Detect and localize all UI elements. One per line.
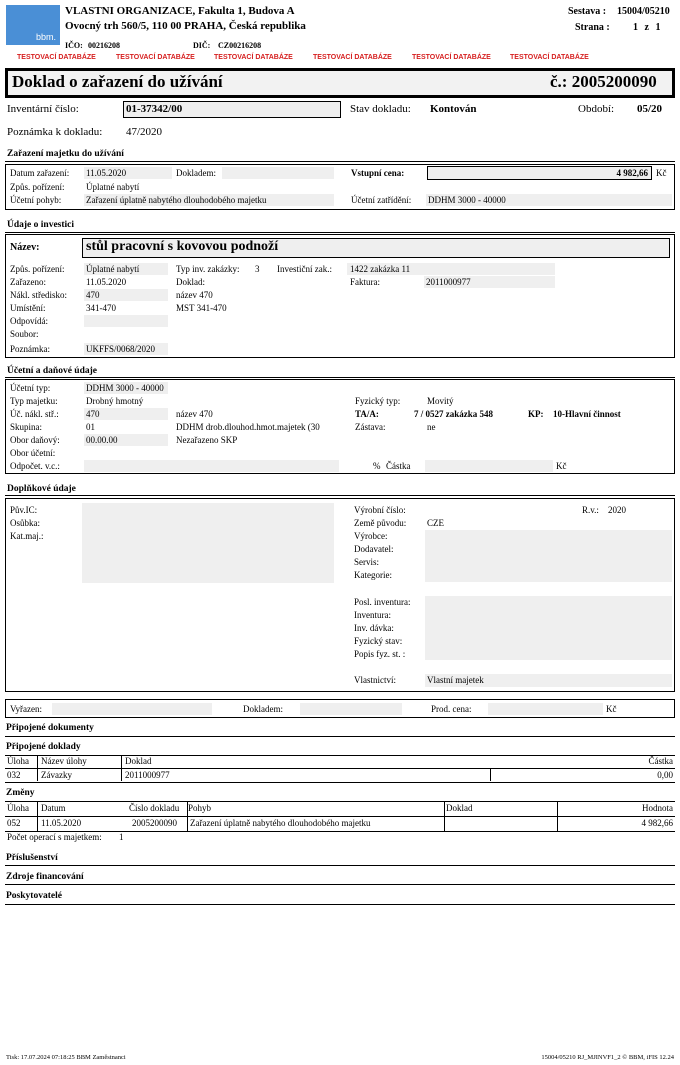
- stredisko-name: název 470: [176, 290, 213, 300]
- divider: [5, 768, 675, 769]
- osobka-label: Osůbka:: [10, 518, 40, 528]
- typ-maj-label: Typ majetku:: [10, 396, 58, 406]
- section-zarazeni-title: Zařazení majetku do užívání: [7, 149, 124, 159]
- invzak-label: Investiční zak.:: [277, 264, 332, 274]
- col-header-nazev: Název úlohy: [41, 756, 87, 766]
- obor-dan-label: Obor daňový:: [10, 435, 60, 445]
- document-number: č.: 2005200090: [550, 72, 657, 91]
- kategorie-label: Kategorie:: [354, 570, 392, 580]
- table-row: [5, 770, 675, 782]
- inv-doklad-label: Doklad:: [176, 277, 205, 287]
- divider: [5, 736, 675, 737]
- invzak-value: 1422 zakázka 11: [350, 264, 411, 274]
- inv-label: Inventární číslo:: [7, 103, 79, 115]
- col-header-doklad: Doklad: [446, 803, 473, 813]
- zmeny-header-row: [5, 803, 675, 815]
- nazev-label: Název:: [10, 242, 40, 253]
- zarazeno-label: Zařazeno:: [10, 277, 46, 287]
- fyz-typ-value: Movitý: [427, 396, 454, 406]
- inv-zpus-value: Úplatné nabytí: [86, 264, 140, 274]
- col-header-datum: Datum: [41, 803, 66, 813]
- stredisko-label: Nákl. středisko:: [10, 290, 67, 300]
- cell-uloha: 052: [7, 818, 21, 828]
- strana-value: 1 z 1: [633, 22, 661, 33]
- divider: [5, 377, 675, 378]
- divider: [5, 816, 675, 817]
- zastava-value: ne: [427, 422, 436, 432]
- divider: [5, 801, 675, 802]
- vyrobce-bg: [425, 530, 672, 582]
- skupina-label: Skupina:: [10, 422, 43, 432]
- rv-value: 2020: [608, 505, 626, 515]
- vstupni-value: 4 982,66: [616, 168, 648, 178]
- dodavatel-label: Dodavatel:: [354, 544, 394, 554]
- cell-cislo: 2005200090: [132, 818, 177, 828]
- pohyb-value: Zařazení úplatně nabytého dlouhodobého majetku: [86, 195, 267, 205]
- cell-datum: 11.05.2020: [41, 818, 82, 828]
- ico-value: 00216208: [88, 41, 120, 50]
- section-ucetni-title: Účetní a daňové údaje: [7, 366, 97, 376]
- odpovida-bg: [84, 315, 168, 327]
- org-address: Ovocný trh 560/5, 110 00 PRAHA, Česká republika: [65, 20, 306, 32]
- section-doplnkove-title: Doplňkové údaje: [7, 484, 76, 494]
- cell-uloha: 032: [7, 770, 21, 780]
- castka-label: Částka: [386, 461, 411, 471]
- dokladem-bg: [222, 167, 334, 179]
- zatrideni-value: DDHM 3000 - 40000: [428, 195, 506, 205]
- col-header-castka: Částka: [648, 756, 673, 766]
- obdobi-value: 05/20: [637, 103, 663, 115]
- datum-value: 11.05.2020: [86, 168, 127, 178]
- procent-label: %: [373, 461, 381, 471]
- datum-label: Datum zařazení:: [10, 168, 70, 178]
- castka-bg: [425, 460, 553, 472]
- inv-poznamka-label: Poznámka:: [10, 344, 50, 354]
- skupina-name: DDHM drob.dlouhod.hmot.majetek (30: [176, 422, 320, 432]
- typ-zak-value: 3: [255, 264, 260, 274]
- inv-poznamka-value: UKFFS/0068/2020: [86, 344, 156, 354]
- dic-value: CZ00216208: [218, 41, 262, 50]
- ico-label: IČO:: [65, 41, 83, 50]
- poznamka-bg: [124, 124, 674, 140]
- vyrazen-label: Vyřazen:: [10, 704, 42, 714]
- zastava-label: Zástava:: [355, 422, 386, 432]
- col-header-hodnota: Hodnota: [642, 803, 673, 813]
- zeme-value: CZE: [427, 518, 444, 528]
- section-zmeny-title: Změny: [6, 788, 35, 798]
- vlastnictvi-value: Vlastní majetek: [427, 675, 484, 685]
- inv-davka-label: Inv. dávka:: [354, 623, 394, 633]
- obdobi-label: Období:: [578, 103, 615, 115]
- ta-value: 7 / 0527 zakázka 548: [414, 409, 494, 419]
- uc-str-value: 470: [86, 409, 100, 419]
- faktura-label: Faktura:: [350, 277, 380, 287]
- skupina-value: 01: [86, 422, 95, 432]
- zpus-label: Způs. pořízení:: [10, 182, 65, 192]
- strana-label: Strana :: [575, 22, 610, 33]
- inv-value: 01-37342/00: [126, 103, 183, 115]
- cell-castka: 0,00: [657, 770, 673, 780]
- sestava-label: Sestava :: [568, 6, 607, 17]
- col-header-uloha: Úloha: [7, 756, 29, 766]
- divider: [5, 161, 675, 162]
- cell-nazev: Závazky: [41, 770, 72, 780]
- cell-doklad: 2011000977: [125, 770, 170, 780]
- zeme-label: Země původu:: [354, 518, 407, 528]
- uc-str-label: Úč. nákl. stř.:: [10, 409, 59, 419]
- umisteni-value: 341-470: [86, 303, 116, 313]
- doplnkove-left-bg: [82, 503, 334, 583]
- prod-cena-curr: Kč: [606, 704, 617, 714]
- castka-curr: Kč: [556, 461, 567, 471]
- test-db-watermark: TESTOVACÍ DATABÁZE: [116, 54, 195, 61]
- test-db-watermark: TESTOVACÍ DATABÁZE: [17, 54, 96, 61]
- section-investice-title: Údaje o investici: [7, 220, 75, 230]
- logo-text: bbm.: [35, 32, 56, 42]
- divider: [5, 782, 675, 783]
- section-prislusenstvi-title: Příslušenství: [6, 853, 58, 863]
- rv-label: R.v.:: [582, 505, 599, 515]
- odpocet-label: Odpočet. v.c.:: [10, 461, 60, 471]
- divider: [5, 884, 675, 885]
- ta-label: TA/A:: [355, 409, 379, 419]
- footer-report-info: 15004/05210 RJ_MJINVF1_2 © BBM, iFIS 12.24: [541, 1054, 674, 1061]
- obor-uc-label: Obor účetní:: [10, 448, 56, 458]
- section-dokumenty-title: Připojené dokumenty: [6, 723, 94, 733]
- divider: [5, 831, 675, 832]
- vyrobce-label: Výrobce:: [354, 531, 388, 541]
- servis-label: Servis:: [354, 557, 380, 567]
- nazev-value: stůl pracovní s kovovou podnoží: [86, 239, 279, 254]
- umisteni-label: Umístění:: [10, 303, 46, 313]
- divider: [5, 232, 675, 233]
- obor-dan-value: 00.00.00: [86, 435, 118, 445]
- odpocet-bg: [84, 460, 339, 472]
- operace-count-label: Počet operací s majetkem:: [7, 832, 102, 842]
- stredisko-value: 470: [86, 290, 100, 300]
- org-name: VLASTNI ORGANIZACE, Fakulta 1, Budova A: [65, 5, 295, 17]
- zatrideni-label: Účetní zatřídění:: [351, 195, 412, 205]
- puv-ic-label: Pův.IC:: [10, 505, 38, 515]
- col-header-doklad: Doklad: [125, 756, 152, 766]
- col-header-uloha: Úloha: [7, 803, 29, 813]
- katmaj-label: Kat.maj.:: [10, 531, 44, 541]
- vyr-dokladem-bg: [300, 703, 402, 715]
- doklady-header-row: [5, 756, 675, 768]
- odpovida-label: Odpovídá:: [10, 316, 48, 326]
- fyz-stav-label: Fyzický stav:: [354, 636, 403, 646]
- popis-label: Popis fyz. st. :: [354, 649, 406, 659]
- umisteni-name: MST 341-470: [176, 303, 227, 313]
- dic-label: DIČ:: [193, 41, 211, 50]
- prod-cena-label: Prod. cena:: [431, 704, 472, 714]
- sestava-value: 15004/05210: [617, 6, 670, 17]
- vyr-cislo-label: Výrobní číslo:: [354, 505, 406, 515]
- test-db-watermark: TESTOVACÍ DATABÁZE: [214, 54, 293, 61]
- dokladem-label: Dokladem:: [176, 168, 216, 178]
- poznamka-value: 47/2020: [126, 126, 163, 138]
- fyz-typ-label: Fyzický typ:: [355, 396, 401, 406]
- test-db-watermark: TESTOVACÍ DATABÁZE: [510, 54, 589, 61]
- zarazeno-value: 11.05.2020: [86, 277, 127, 287]
- zpus-value: Úplatné nabytí: [86, 182, 140, 192]
- stav-label: Stav dokladu:: [350, 103, 411, 115]
- test-db-watermark: TESTOVACÍ DATABÁZE: [412, 54, 491, 61]
- inventura-label: Inventura:: [354, 610, 391, 620]
- cell-pohyb: Zařazení úplatně nabytého dlouhodobého majetku: [190, 818, 371, 828]
- vyr-dokladem-label: Dokladem:: [243, 704, 283, 714]
- bbm-logo: [6, 5, 60, 45]
- section-doklady-title: Připojené doklady: [6, 742, 81, 752]
- col-header-cislo: Číslo dokladu: [129, 803, 180, 813]
- faktura-value: 2011000977: [426, 277, 471, 287]
- divider: [5, 495, 675, 496]
- posl-inv-label: Posl. inventura:: [354, 597, 411, 607]
- col-header-pohyb: Pohyb: [188, 803, 212, 813]
- inventura-bg: [425, 596, 672, 660]
- vstupni-currency: Kč: [656, 168, 667, 178]
- divider: [5, 904, 675, 905]
- inv-zpus-label: Způs. pořízení:: [10, 264, 65, 274]
- operace-count-value: 1: [119, 832, 124, 842]
- vyrazen-bg: [52, 703, 212, 715]
- divider: [5, 865, 675, 866]
- cell-hodnota: 4 982,66: [641, 818, 673, 828]
- typ-zak-label: Typ inv. zakázky:: [176, 264, 240, 274]
- ucetni-typ-label: Účetní typ:: [10, 383, 51, 393]
- obor-dan-name: Nezařazeno SKP: [176, 435, 238, 445]
- poznamka-label: Poznámka k dokladu:: [7, 126, 103, 138]
- document-title: Doklad o zařazení do užívání: [12, 72, 223, 91]
- section-zdroje-title: Zdroje financování: [6, 872, 84, 882]
- footer-print-info: Tisk: 17.07.2024 07:18:25 BBM Zaměstnanci: [6, 1054, 126, 1061]
- stav-value: Kontován: [430, 103, 477, 115]
- prod-cena-bg: [488, 703, 603, 715]
- soubor-label: Soubor:: [10, 329, 39, 339]
- pohyb-label: Účetní pohyb:: [10, 195, 62, 205]
- typ-maj-value: Drobný hmotný: [86, 396, 144, 406]
- ucetni-typ-value: DDHM 3000 - 40000: [86, 383, 164, 393]
- vstupni-label: Vstupní cena:: [351, 168, 405, 178]
- kp-label: KP:: [528, 409, 544, 419]
- test-db-watermark: TESTOVACÍ DATABÁZE: [313, 54, 392, 61]
- table-row: [5, 818, 675, 830]
- kp-value: 10-Hlavní činnost: [553, 409, 621, 419]
- uc-str-name: název 470: [176, 409, 213, 419]
- section-poskytovatele-title: Poskytovatelé: [6, 891, 62, 901]
- vlastnictvi-label: Vlastnictví:: [354, 675, 396, 685]
